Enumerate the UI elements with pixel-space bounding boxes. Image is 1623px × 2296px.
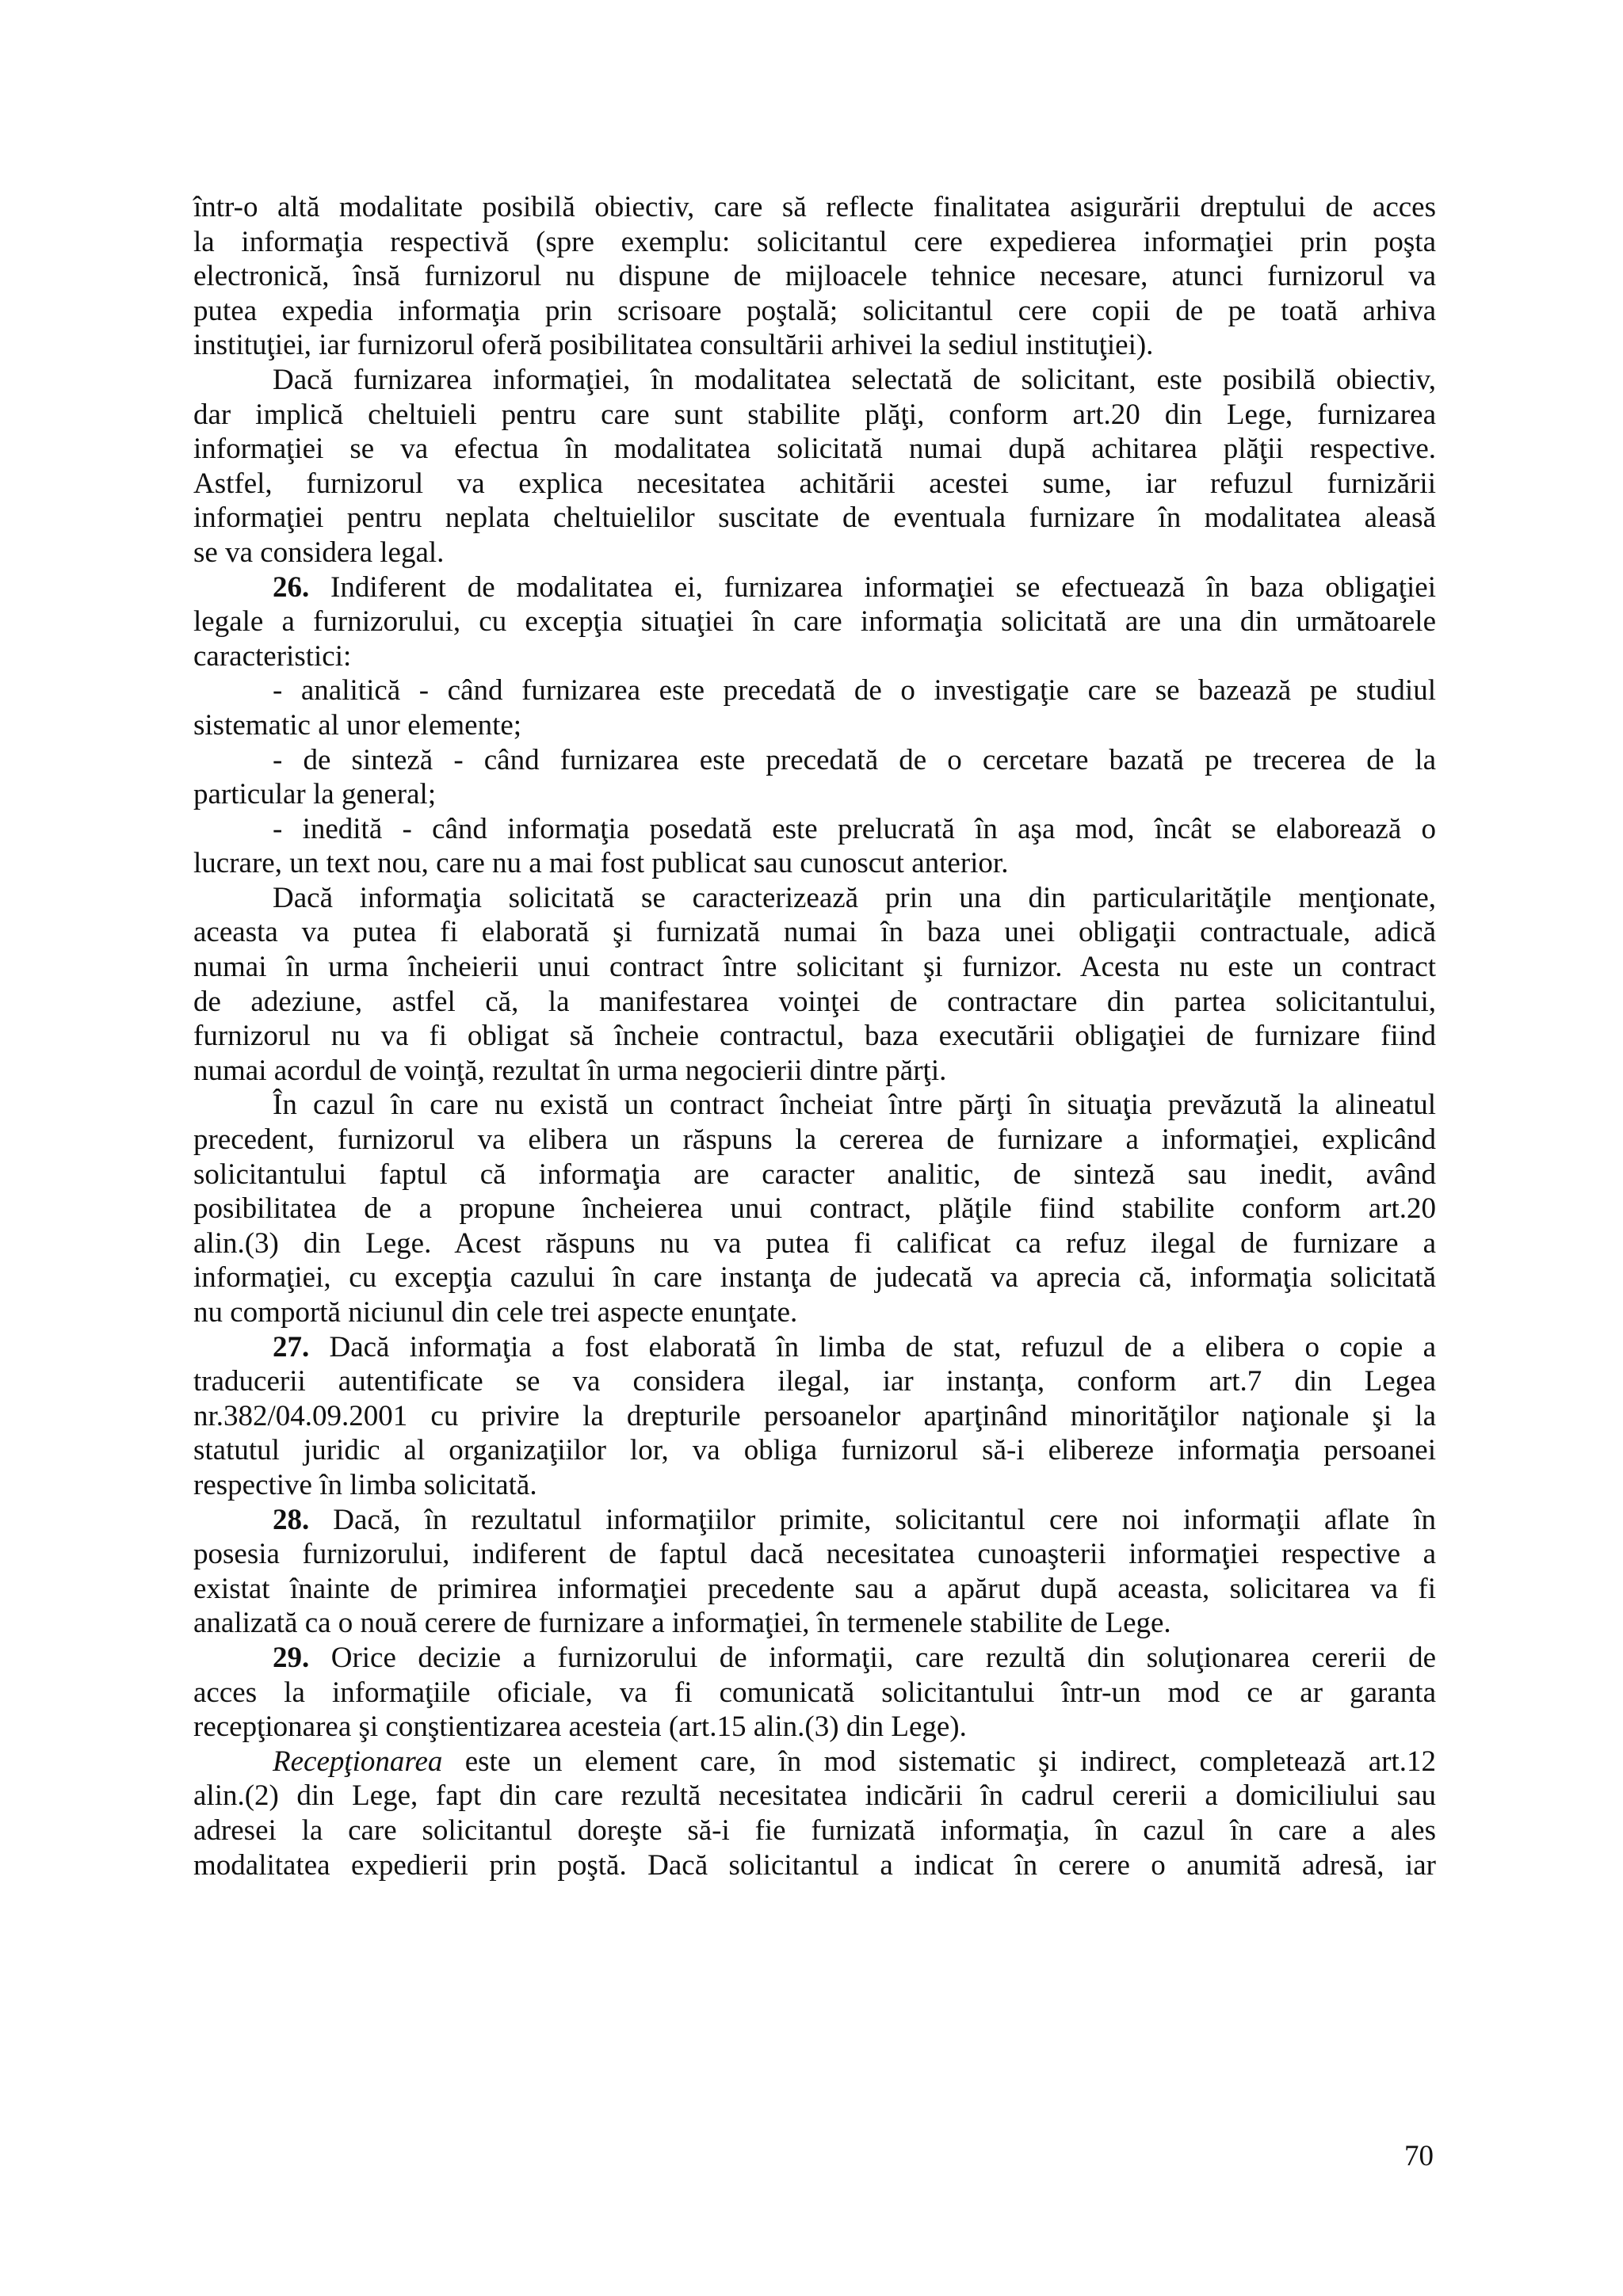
text-line [193, 950, 1436, 985]
text-line [193, 536, 1436, 570]
text-line [193, 812, 1436, 847]
text-line [193, 1261, 1436, 1295]
text-line [193, 1019, 1436, 1054]
text-line [193, 1364, 1436, 1399]
emphasized-term: Recepţionarea [273, 1745, 443, 1778]
text-line [193, 1088, 1436, 1123]
line-text: informaţiei se va efectua în modalitatea solicitată numai după achitarea plăţii respective. [193, 433, 1436, 466]
line-text: Dacă informaţia a fost elaborată în limba de stat, refuzul de a elibera o copie a [309, 1330, 1436, 1363]
text-line [193, 1537, 1436, 1572]
text-line [193, 1399, 1436, 1434]
text-line [193, 1226, 1436, 1261]
line-text: lucrare, un text nou, care nu a mai fost publicat sau cunoscut anterior. [193, 847, 1009, 880]
line-text: - inedită - când informaţia posedată este prelucrată în aşa mod, încât se elaborează o [273, 812, 1436, 845]
text-line [193, 743, 1436, 778]
text-line [193, 1641, 1436, 1676]
line-text: Dacă furnizarea informaţiei, în modalitatea selectată de solicitant, este posibilă obiectiv, [273, 363, 1436, 396]
text-line [193, 1503, 1436, 1538]
page-number: 70 [1404, 2140, 1434, 2172]
text-line [193, 985, 1436, 1020]
line-text: - de sinteză - când furnizarea este precedată de o cercetare bazată pe trecerea de la [273, 743, 1436, 776]
text-line [193, 259, 1436, 294]
line-text: precedent, furnizorul va elibera un răspuns la cererea de furnizare a informaţiei, explicând [193, 1123, 1436, 1157]
text-line [193, 1572, 1436, 1607]
text-line [193, 1433, 1436, 1468]
line-text: respective în limba solicitată. [193, 1468, 537, 1501]
text-line [193, 467, 1436, 502]
text-line [193, 846, 1436, 881]
text-line [193, 1330, 1436, 1365]
line-text: recepţionarea şi conştientizarea acesteia (art.15 alin.(3) din Lege). [193, 1711, 967, 1744]
text-line [193, 363, 1436, 398]
line-text: Dacă, în rezultatul informaţiilor primite, solicitantul cere noi informaţii aflate în [309, 1503, 1436, 1536]
line-text: Astfel, furnizorul va explica necesitatea achitării acestei sume, iar refuzul furnizării [193, 467, 1436, 500]
line-text: modalitatea expedierii prin poştă. Dacă solicitantul a indicat în cerere o anumită adresă, iar [193, 1848, 1436, 1882]
text-line [193, 1606, 1436, 1641]
line-text: într-o altă modalitate posibilă obiectiv, care să reflecte finalitatea asigurării dreptului de acces [193, 191, 1436, 223]
text-line [193, 328, 1436, 363]
text-line [193, 777, 1436, 812]
text-line [193, 225, 1436, 260]
line-text: dar implică cheltuieli pentru care sunt stabilite plăţi, conform art.20 din Lege, furnizarea [193, 398, 1436, 431]
text-line [193, 915, 1436, 950]
line-text: putea expedia informaţia prin scrisoare poştală; solicitantul cere copii de pe toată arhiva [193, 294, 1436, 327]
line-text: adresei la care solicitantul doreşte să-i fie furnizată informaţia, în cazul în care a ales [193, 1814, 1436, 1847]
line-text: informaţiei pentru neplata cheltuielilor suscitate de eventuala furnizare în modalitatea aleasă [193, 502, 1436, 535]
text-line [193, 1814, 1436, 1848]
text-line [193, 570, 1436, 605]
text-line [193, 1158, 1436, 1192]
line-text: posibilitatea de a propune încheierea unui contract, plăţile fiind stabilite conform art.20 [193, 1192, 1436, 1226]
text-line [193, 1123, 1436, 1158]
text-line [193, 1848, 1436, 1883]
text-line [193, 1779, 1436, 1814]
line-text: la informaţia respectivă (spre exemplu: solicitantul cere expedierea informaţiei prin poşta [193, 225, 1436, 258]
line-text: de adeziune, astfel că, la manifestarea voinţei de contractare din partea solicitantului, [193, 985, 1436, 1018]
line-text: - analitică - când furnizarea este precedată de o investigaţie care se bazează pe studiul [273, 674, 1436, 707]
paragraph-number: 26. [273, 570, 310, 604]
line-text: sistematic al unor elemente; [193, 708, 522, 742]
text-line [193, 1295, 1436, 1330]
line-text: acces la informaţiile oficiale, va fi comunicată solicitantului într-un mod ce ar garanta [193, 1676, 1436, 1709]
text-line [193, 1710, 1436, 1745]
line-text: nr.382/04.09.2001 cu privire la drepturile persoanelor aparţinând minorităţilor naţionale şi la [193, 1399, 1436, 1432]
paragraph-number: 29. [273, 1641, 310, 1674]
line-text: alin.(2) din Lege, fapt din care rezultă necesitatea indicării în cadrul cererii a domiciliului sau [193, 1779, 1436, 1813]
text-line [193, 398, 1436, 433]
text-line [193, 881, 1436, 916]
line-text: electronică, însă furnizorul nu dispune de mijloacele tehnice necesare, atunci furnizorul va [193, 260, 1436, 293]
text-line [193, 639, 1436, 674]
line-text: numai acordul de voinţă, rezultat în urma negocierii dintre părţi. [193, 1054, 947, 1087]
line-text: instituţiei, iar furnizorul oferă posibilitatea consultării arhivei la sediul instituţiei). [193, 329, 1154, 362]
line-text: posesia furnizorului, indiferent de faptul dacă necesitatea cunoaşterii informaţiei respective a [193, 1538, 1436, 1571]
line-text: informaţiei, cu excepţia cazului în care instanţa de judecată va aprecia că, informaţia solicitată [193, 1261, 1436, 1295]
line-text: În cazul în care nu există un contract încheiat între părţi în situaţia prevăzută la alineatul [273, 1089, 1436, 1122]
line-text: este un element care, în mod sistematic şi indirect, completează art.12 [442, 1745, 1436, 1778]
text-line [193, 1468, 1436, 1503]
line-text: furnizorul nu va fi obligat să încheie contractul, baza executării obligaţiei de furnizare fiind [193, 1020, 1436, 1053]
line-text: caracteristici: [193, 639, 352, 673]
text-line [193, 673, 1436, 708]
text-line [193, 432, 1436, 467]
line-text: existat înainte de primirea informaţiei precedente sau a apărut după aceasta, solicitarea va fi [193, 1572, 1436, 1605]
line-text: Dacă informaţia solicitată se caracterizează prin una din particularităţile menţionate, [273, 881, 1436, 914]
line-text: alin.(3) din Lege. Acest răspuns nu va putea fi calificat ca refuz ilegal de furnizare a [193, 1226, 1436, 1260]
text-line [193, 1745, 1436, 1779]
text-line [193, 708, 1436, 743]
line-text: numai în urma încheierii unui contract între solicitant şi furnizor. Acesta nu este un contract [193, 951, 1436, 984]
paragraph-number: 27. [273, 1330, 310, 1363]
text-line [193, 190, 1436, 225]
line-text: Indiferent de modalitatea ei, furnizarea informaţiei se efectuează în baza obligaţiei [309, 570, 1436, 604]
line-text: legale a furnizorului, cu excepţia situaţiei în care informaţia solicitată are una din următoarele [193, 605, 1436, 639]
paragraph-number: 28. [273, 1503, 310, 1536]
line-text: se va considera legal. [193, 536, 445, 569]
line-text: statutul juridic al organizaţiilor lor, va obliga furnizorul să-i elibereze informaţia persoanei [193, 1434, 1436, 1467]
line-text: nu comportă niciunul din cele trei aspecte enunţate. [193, 1296, 798, 1329]
text-line [193, 1054, 1436, 1089]
line-text: particular la general; [193, 778, 437, 811]
line-text: solicitantului faptul că informaţia are caracter analitic, de sinteză sau inedit, având [193, 1158, 1436, 1191]
line-text: traducerii autentificate se va considera ilegal, iar instanţa, conform art.7 din Legea [193, 1365, 1436, 1398]
text-line [193, 294, 1436, 329]
text-line [193, 501, 1436, 536]
text-line [193, 605, 1436, 639]
text-line [193, 1676, 1436, 1711]
line-text: Orice decizie a furnizorului de informaţii, care rezultă din soluţionarea cererii de [309, 1641, 1436, 1674]
text-line [193, 1192, 1436, 1226]
line-text: aceasta va putea fi elaborată şi furnizată numai în baza unei obligaţii contractuale, adică [193, 916, 1436, 949]
line-text: analizată ca o nouă cerere de furnizare a informaţiei, în termenele stabilite de Lege. [193, 1607, 1171, 1640]
page-body-text [193, 190, 1436, 1882]
